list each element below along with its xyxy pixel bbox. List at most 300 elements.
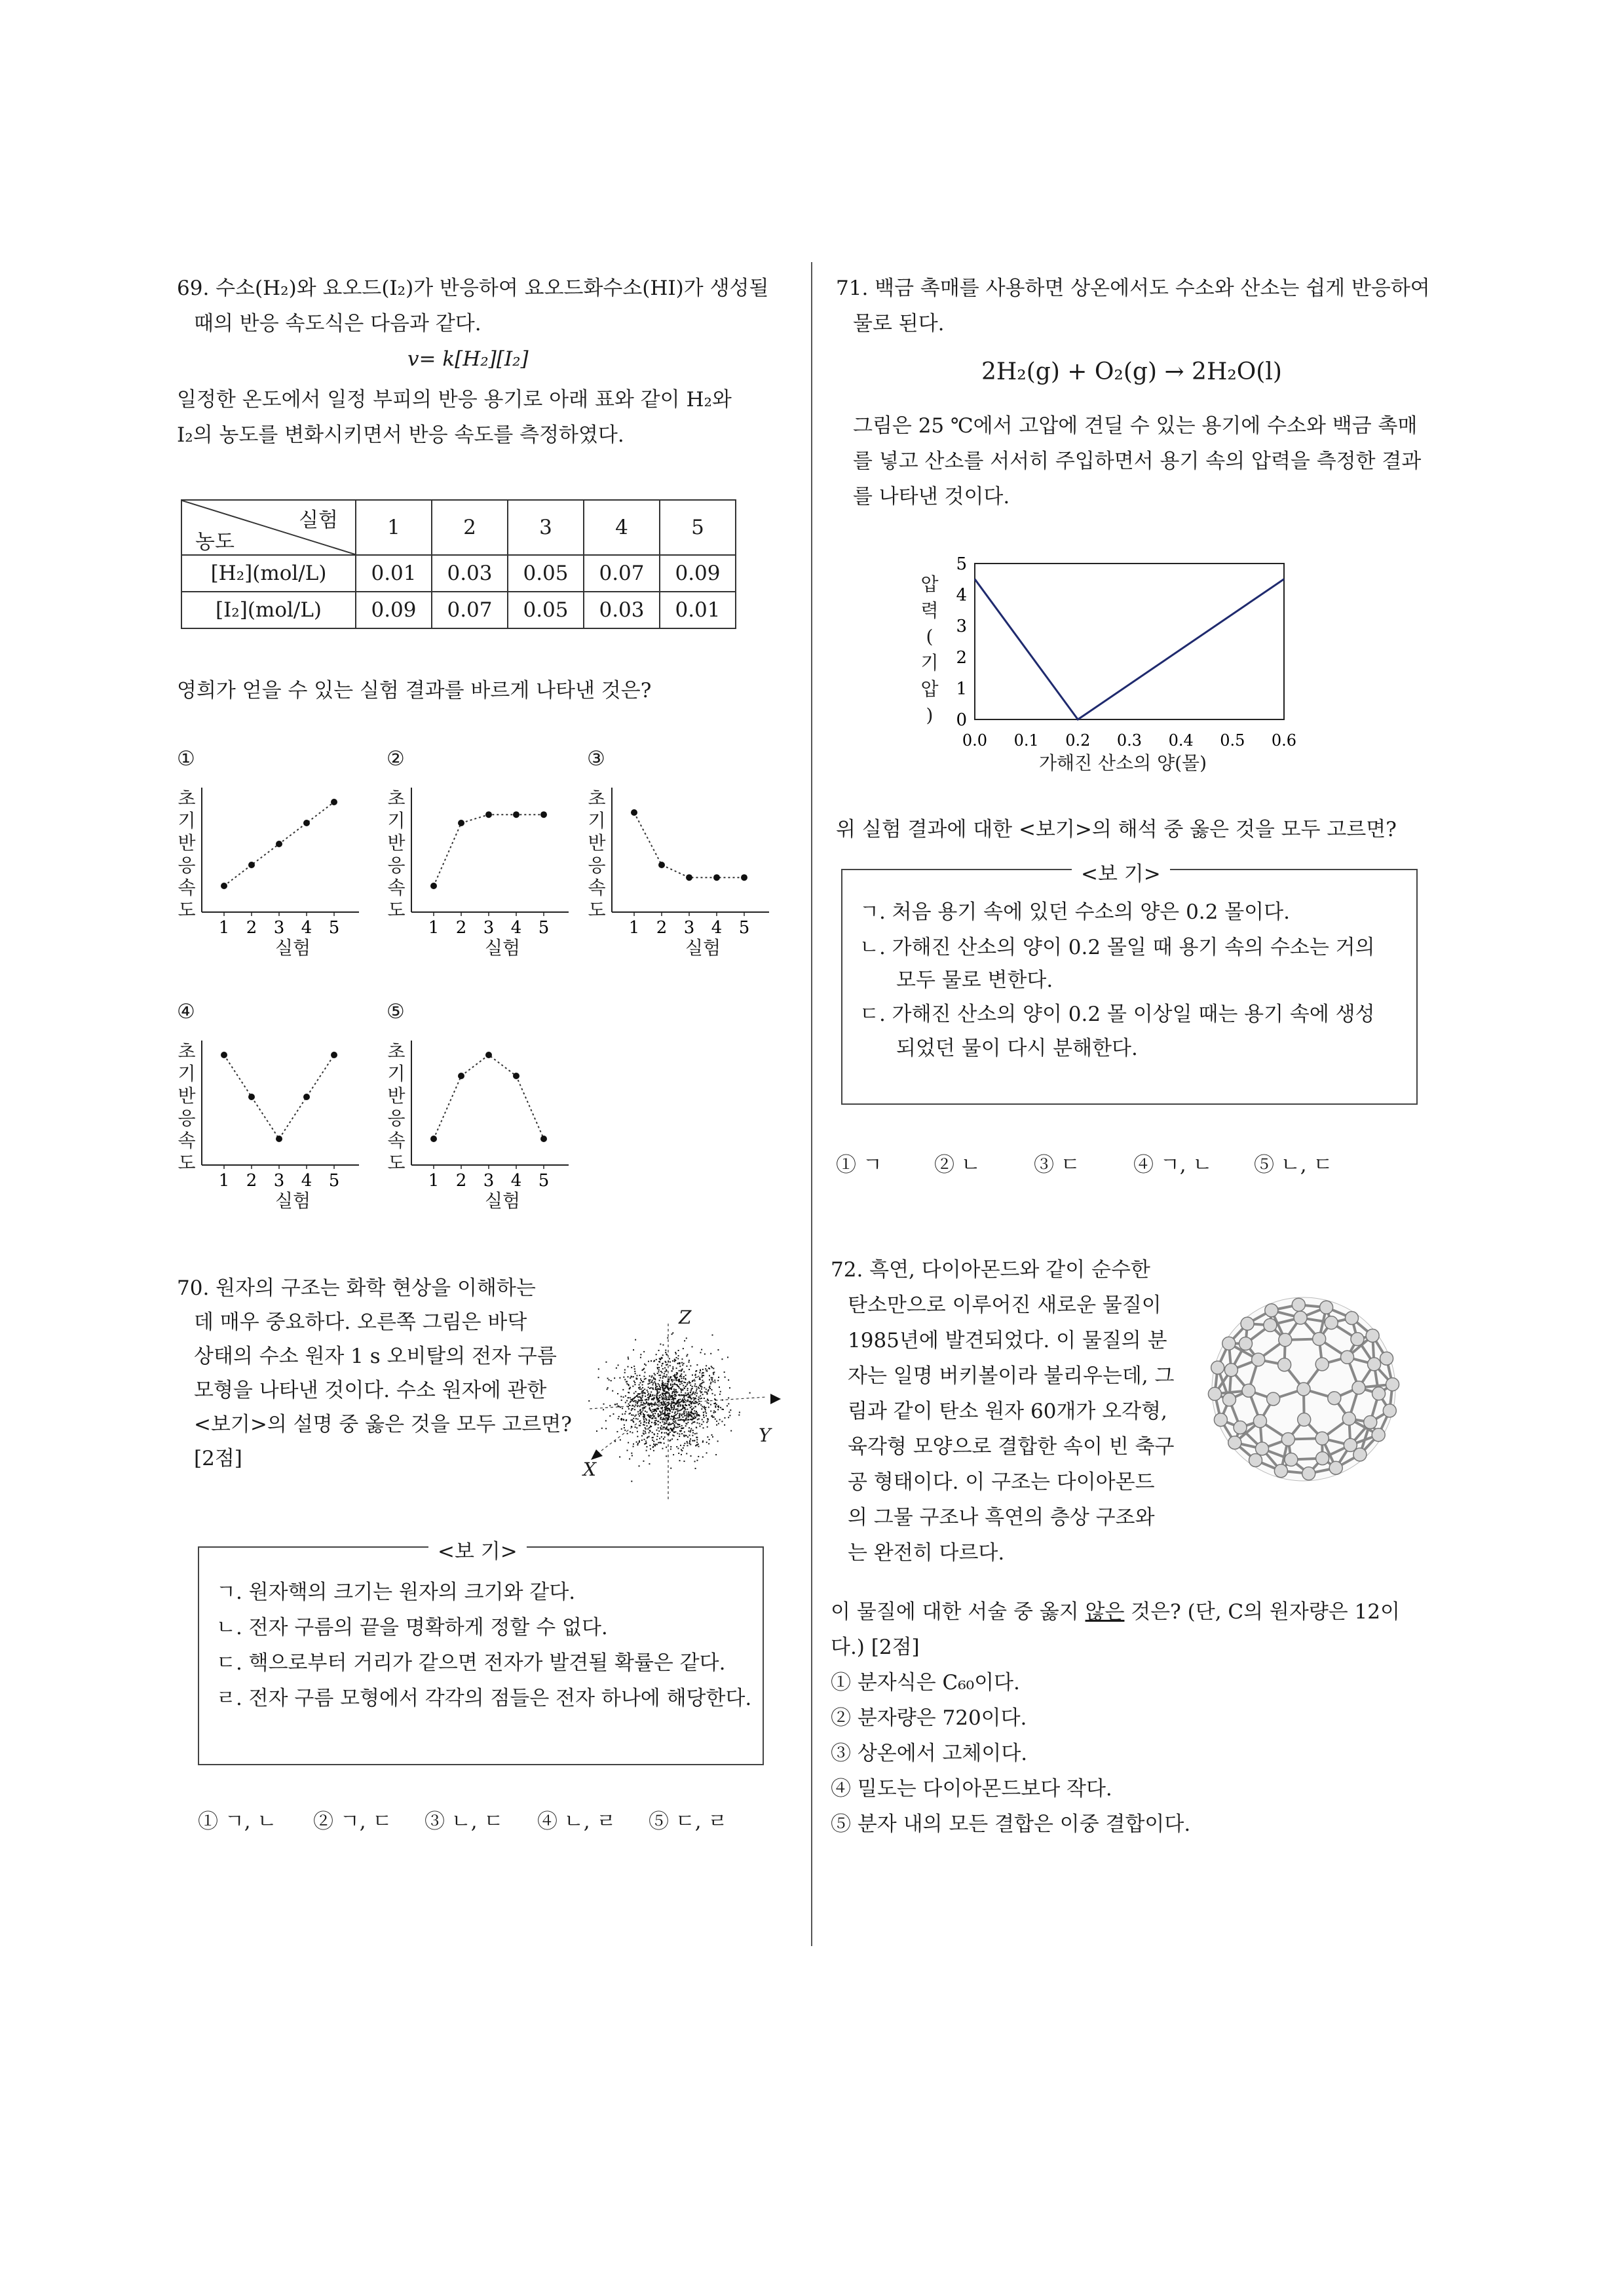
electron-dot bbox=[675, 1404, 676, 1405]
electron-dot bbox=[681, 1425, 683, 1426]
electron-dot bbox=[711, 1377, 713, 1379]
electron-dot bbox=[648, 1415, 649, 1417]
electron-dot bbox=[662, 1392, 663, 1394]
electron-dot bbox=[680, 1445, 681, 1446]
graph-ylabel-char: 초 bbox=[588, 788, 606, 809]
q71-bogi-line-2: ㄴ. 가해진 산소의 양이 0.2 몰일 때 용기 속의 수소는 거의 bbox=[859, 936, 1375, 959]
electron-dot bbox=[717, 1380, 719, 1381]
x-tick-label: 0.3 bbox=[1116, 731, 1142, 750]
electron-dot bbox=[696, 1392, 698, 1394]
electron-dot bbox=[696, 1437, 698, 1438]
q70-answer-2: ② ㄱ, ㄷ bbox=[313, 1810, 392, 1833]
electron-dot bbox=[629, 1459, 630, 1460]
q71-answer-2: ② ㄴ bbox=[934, 1153, 981, 1177]
electron-dot bbox=[661, 1436, 662, 1438]
electron-dot bbox=[696, 1390, 697, 1392]
electron-dot bbox=[658, 1361, 660, 1362]
electron-dot bbox=[628, 1404, 630, 1405]
electron-dot bbox=[645, 1378, 647, 1379]
electron-dot bbox=[633, 1418, 634, 1419]
graph-tick-label: 5 bbox=[328, 1171, 340, 1191]
electron-dot bbox=[675, 1377, 676, 1379]
electron-dot bbox=[634, 1406, 635, 1407]
q72-line-2: 탄소만으로 이루어진 새로운 물질이 bbox=[848, 1293, 1161, 1317]
electron-dot bbox=[687, 1388, 689, 1389]
electron-dot bbox=[637, 1411, 639, 1413]
graph-point bbox=[331, 799, 337, 805]
electron-dot bbox=[687, 1399, 689, 1400]
carbon-atom bbox=[1242, 1384, 1255, 1397]
electron-dot bbox=[613, 1413, 614, 1415]
electron-dot bbox=[634, 1415, 635, 1417]
electron-dot bbox=[683, 1389, 684, 1390]
electron-dot bbox=[649, 1407, 651, 1409]
electron-dot bbox=[706, 1402, 708, 1404]
electron-dot bbox=[654, 1373, 655, 1374]
electron-dot bbox=[643, 1351, 645, 1352]
electron-dot bbox=[635, 1415, 637, 1416]
electron-dot bbox=[689, 1360, 690, 1361]
electron-dot bbox=[664, 1415, 666, 1417]
electron-dot bbox=[630, 1399, 632, 1400]
graph-ylabel-char: 응 bbox=[178, 1107, 196, 1129]
electron-dot bbox=[685, 1392, 686, 1394]
electron-dot bbox=[640, 1354, 641, 1355]
carbon-atom bbox=[1274, 1464, 1287, 1478]
electron-dot bbox=[664, 1422, 666, 1423]
electron-dot bbox=[632, 1398, 633, 1400]
electron-dot bbox=[676, 1414, 677, 1415]
electron-dot bbox=[687, 1442, 688, 1444]
electron-dot bbox=[628, 1366, 629, 1368]
electron-dot bbox=[623, 1396, 624, 1398]
graph-point bbox=[741, 874, 747, 881]
electron-dot bbox=[668, 1399, 669, 1400]
carbon-atom bbox=[1294, 1311, 1307, 1324]
electron-dot bbox=[689, 1401, 690, 1402]
electron-dot bbox=[633, 1366, 635, 1367]
q71-answer-4: ④ ㄱ, ㄴ bbox=[1133, 1153, 1213, 1177]
electron-dot bbox=[671, 1403, 672, 1404]
electron-dot bbox=[679, 1430, 681, 1432]
electron-dot bbox=[662, 1376, 664, 1377]
electron-dot bbox=[624, 1425, 625, 1426]
electron-dot bbox=[692, 1346, 693, 1347]
electron-dot bbox=[624, 1379, 626, 1380]
electron-dot bbox=[643, 1369, 644, 1370]
electron-dot bbox=[645, 1411, 646, 1412]
electron-dot bbox=[675, 1395, 677, 1396]
electron-dot bbox=[665, 1350, 666, 1351]
electron-dot bbox=[650, 1448, 651, 1449]
electron-dot bbox=[660, 1375, 661, 1376]
electron-dot bbox=[662, 1387, 663, 1388]
electron-dot bbox=[695, 1406, 696, 1407]
electron-dot bbox=[666, 1364, 667, 1366]
electron-dot bbox=[699, 1385, 700, 1386]
axis-z-label: Z bbox=[679, 1307, 692, 1328]
electron-dot bbox=[658, 1427, 659, 1428]
electron-dot bbox=[649, 1423, 650, 1424]
electron-dot bbox=[660, 1343, 661, 1345]
carbon-atom bbox=[1234, 1421, 1247, 1434]
electron-dot bbox=[692, 1435, 693, 1436]
electron-dot bbox=[651, 1422, 652, 1423]
electron-dot bbox=[655, 1385, 656, 1386]
electron-dot bbox=[658, 1430, 660, 1432]
electron-dot bbox=[655, 1444, 656, 1445]
electron-dot bbox=[709, 1368, 710, 1369]
carbon-atom bbox=[1224, 1364, 1237, 1377]
electron-dot bbox=[703, 1421, 704, 1423]
electron-dot bbox=[690, 1366, 691, 1367]
electron-dot bbox=[681, 1378, 682, 1379]
graph-ylabel-char: 반 bbox=[588, 832, 606, 854]
electron-dot bbox=[643, 1392, 645, 1393]
electron-dot bbox=[681, 1392, 682, 1393]
electron-dot bbox=[662, 1408, 663, 1409]
graph-ylabel bbox=[387, 788, 406, 921]
electron-dot bbox=[671, 1393, 673, 1394]
electron-dot bbox=[721, 1421, 723, 1422]
electron-dot bbox=[634, 1384, 635, 1385]
electron-dot bbox=[588, 1400, 590, 1402]
q72-line-8: 의 그물 구조나 흑연의 층상 구조와 bbox=[848, 1506, 1155, 1529]
electron-dot bbox=[682, 1394, 683, 1396]
electron-dot bbox=[684, 1388, 685, 1389]
electron-dot bbox=[654, 1434, 655, 1435]
carbon-atom bbox=[1239, 1337, 1253, 1350]
electron-dot bbox=[709, 1375, 710, 1377]
electron-dot bbox=[645, 1441, 647, 1442]
electron-dot bbox=[629, 1388, 630, 1389]
electron-dot bbox=[645, 1403, 646, 1404]
electron-dot bbox=[688, 1430, 689, 1432]
electron-dot bbox=[673, 1421, 674, 1422]
electron-dot bbox=[692, 1388, 693, 1389]
electron-dot bbox=[683, 1381, 685, 1383]
electron-dot bbox=[681, 1375, 682, 1377]
electron-dot bbox=[701, 1387, 702, 1388]
electron-dot bbox=[631, 1367, 632, 1368]
electron-dot bbox=[639, 1396, 641, 1398]
electron-dot bbox=[649, 1383, 651, 1384]
electron-dot bbox=[675, 1389, 676, 1390]
electron-dot bbox=[666, 1407, 667, 1409]
y-tick-label: 0 bbox=[956, 710, 967, 730]
electron-dot bbox=[668, 1408, 670, 1409]
electron-dot bbox=[645, 1399, 647, 1400]
electron-dot bbox=[664, 1432, 665, 1434]
electron-dot bbox=[697, 1419, 698, 1420]
electron-dot bbox=[687, 1390, 688, 1391]
electron-dot bbox=[659, 1386, 660, 1387]
electron-dot bbox=[686, 1411, 687, 1413]
electron-dot bbox=[683, 1378, 684, 1379]
table-cell: 0.01 bbox=[356, 555, 432, 592]
electron-dot bbox=[658, 1413, 659, 1415]
electron-dot bbox=[720, 1407, 721, 1408]
electron-dot bbox=[635, 1373, 636, 1374]
electron-dot bbox=[687, 1441, 688, 1442]
ylabel-char: 기 bbox=[920, 652, 939, 674]
electron-dot bbox=[700, 1390, 701, 1392]
option-graph bbox=[407, 784, 571, 941]
graph-ylabel-char: 기 bbox=[588, 810, 606, 832]
carbon-atom bbox=[1278, 1358, 1291, 1371]
electron-dot bbox=[662, 1377, 664, 1379]
electron-dot bbox=[679, 1384, 681, 1385]
electron-dot bbox=[685, 1425, 687, 1426]
electron-dot bbox=[648, 1393, 649, 1394]
ylabel-char: ) bbox=[926, 704, 934, 726]
electron-dot bbox=[654, 1409, 655, 1410]
electron-dot bbox=[671, 1407, 673, 1408]
electron-dot bbox=[620, 1439, 621, 1440]
graph-point bbox=[248, 1094, 255, 1100]
electron-dot bbox=[706, 1365, 707, 1366]
y-tick-label: 3 bbox=[956, 617, 967, 637]
electron-dot bbox=[609, 1415, 611, 1417]
electron-dot bbox=[694, 1398, 696, 1399]
q71-answer-3: ③ ㄷ bbox=[1034, 1153, 1080, 1177]
graph-tick-label: 3 bbox=[273, 918, 285, 938]
electron-dot bbox=[692, 1409, 693, 1410]
electron-dot bbox=[729, 1415, 730, 1416]
electron-dot bbox=[626, 1400, 628, 1402]
electron-dot bbox=[624, 1413, 626, 1415]
electron-dot bbox=[618, 1418, 619, 1419]
electron-dot bbox=[648, 1379, 649, 1381]
carbon-atom bbox=[1328, 1392, 1341, 1405]
graph-tick-label: 3 bbox=[683, 918, 695, 938]
electron-dot bbox=[661, 1425, 662, 1426]
electron-dot bbox=[632, 1415, 633, 1416]
graph-ylabel-char: 도 bbox=[588, 899, 606, 921]
graph-ylabel-char: 응 bbox=[387, 854, 406, 876]
electron-dot bbox=[614, 1441, 616, 1442]
electron-dot bbox=[679, 1409, 680, 1411]
electron-dot bbox=[677, 1386, 679, 1387]
electron-dot bbox=[683, 1421, 685, 1422]
electron-dot bbox=[646, 1442, 647, 1444]
electron-dot bbox=[628, 1406, 629, 1407]
electron-dot bbox=[650, 1396, 651, 1397]
electron-dot bbox=[675, 1380, 677, 1381]
electron-dot bbox=[690, 1407, 691, 1408]
electron-dot bbox=[680, 1404, 681, 1406]
electron-dot bbox=[706, 1388, 707, 1390]
electron-dot bbox=[607, 1388, 608, 1390]
electron-dot bbox=[635, 1339, 636, 1341]
electron-dot bbox=[644, 1421, 645, 1423]
electron-dot bbox=[676, 1446, 677, 1447]
electron-dot bbox=[673, 1454, 674, 1455]
electron-dot bbox=[654, 1417, 656, 1419]
electron-dot bbox=[674, 1426, 675, 1428]
electron-dot bbox=[677, 1439, 678, 1440]
electron-dot bbox=[724, 1371, 725, 1373]
electron-dot bbox=[683, 1363, 685, 1364]
electron-dot bbox=[637, 1402, 638, 1403]
electron-dot bbox=[668, 1415, 670, 1416]
electron-dot bbox=[641, 1402, 642, 1404]
electron-dot bbox=[709, 1386, 710, 1387]
electron-dot bbox=[660, 1442, 662, 1444]
electron-dot bbox=[706, 1413, 707, 1414]
option-graph bbox=[407, 1037, 571, 1194]
electron-dot bbox=[668, 1417, 669, 1418]
graph-point bbox=[276, 841, 282, 847]
header-cell: 2 bbox=[432, 500, 508, 555]
electron-dot bbox=[679, 1434, 680, 1435]
electron-dot bbox=[639, 1440, 640, 1442]
electron-dot bbox=[689, 1369, 690, 1370]
electron-dot bbox=[713, 1410, 715, 1411]
electron-dot bbox=[663, 1438, 664, 1440]
electron-dot bbox=[680, 1419, 681, 1421]
electron-dot bbox=[649, 1445, 651, 1446]
graph-point bbox=[458, 1073, 464, 1079]
electron-dot bbox=[689, 1434, 690, 1436]
electron-dot bbox=[702, 1442, 704, 1443]
option-graph bbox=[198, 1037, 362, 1194]
electron-dot bbox=[710, 1383, 711, 1385]
electron-dot bbox=[653, 1444, 654, 1445]
electron-dot bbox=[668, 1402, 670, 1403]
electron-dot bbox=[633, 1401, 634, 1402]
electron-dot bbox=[662, 1413, 664, 1414]
electron-dot bbox=[728, 1411, 730, 1413]
electron-dot bbox=[686, 1355, 687, 1356]
electron-dot bbox=[662, 1398, 663, 1399]
electron-dot bbox=[687, 1383, 688, 1384]
electron-dot bbox=[605, 1428, 607, 1429]
q72-option-5: ⑤ 분자 내의 모든 결합은 이중 결합이다. bbox=[831, 1812, 1191, 1836]
graph-dotted-line bbox=[634, 813, 744, 877]
electron-dot bbox=[730, 1409, 731, 1411]
electron-dot bbox=[696, 1442, 698, 1443]
electron-dot bbox=[679, 1395, 681, 1396]
electron-dot bbox=[683, 1407, 684, 1408]
electron-dot bbox=[631, 1453, 632, 1454]
carbon-atom bbox=[1241, 1317, 1254, 1330]
electron-dot bbox=[672, 1419, 673, 1421]
q72-option-4: ④ 밀도는 다이아몬드보다 작다. bbox=[831, 1777, 1112, 1801]
option-number: ① bbox=[177, 747, 195, 771]
electron-dot bbox=[681, 1413, 683, 1415]
electron-dot bbox=[673, 1406, 675, 1407]
electron-dot bbox=[637, 1431, 638, 1432]
electron-dot bbox=[715, 1406, 716, 1407]
electron-dot bbox=[645, 1431, 646, 1432]
electron-dot bbox=[679, 1426, 681, 1427]
electron-dot bbox=[728, 1417, 729, 1418]
electron-dot bbox=[696, 1364, 698, 1366]
carbon-atom bbox=[1353, 1448, 1367, 1461]
electron-dot bbox=[687, 1436, 689, 1438]
ylabel-char: 압 bbox=[920, 573, 939, 595]
electron-dot bbox=[675, 1357, 677, 1358]
electron-dot bbox=[641, 1398, 642, 1400]
electron-dot bbox=[687, 1354, 688, 1355]
electron-dot bbox=[701, 1383, 702, 1385]
graph-xlabel: 실험 bbox=[275, 1190, 311, 1212]
electron-dot bbox=[694, 1410, 695, 1411]
electron-dot bbox=[642, 1384, 643, 1385]
electron-dot bbox=[663, 1405, 664, 1406]
q70-line-6: [2점] bbox=[194, 1447, 242, 1470]
electron-dot bbox=[704, 1387, 705, 1388]
electron-dot bbox=[705, 1368, 706, 1369]
electron-dot bbox=[656, 1420, 657, 1421]
graph-tick-label: 3 bbox=[273, 1171, 285, 1191]
electron-dot bbox=[684, 1398, 685, 1400]
electron-dot bbox=[667, 1413, 668, 1414]
electron-dot bbox=[664, 1426, 665, 1428]
electron-dot bbox=[702, 1457, 704, 1458]
electron-dot bbox=[667, 1392, 668, 1393]
electron-dot bbox=[664, 1423, 666, 1425]
electron-dot bbox=[671, 1430, 672, 1431]
electron-dot bbox=[655, 1383, 656, 1385]
electron-dot bbox=[676, 1368, 677, 1369]
electron-dot bbox=[675, 1421, 676, 1422]
electron-dot bbox=[634, 1371, 635, 1372]
graph-tick-label: 1 bbox=[218, 918, 230, 938]
graph-xlabel: 실험 bbox=[685, 937, 721, 959]
electron-dot bbox=[639, 1375, 641, 1376]
electron-dot bbox=[695, 1377, 696, 1378]
electron-dot bbox=[631, 1409, 632, 1411]
electron-dot bbox=[672, 1428, 673, 1430]
electron-dot bbox=[639, 1465, 640, 1466]
graph-ylabel-char: 반 bbox=[178, 832, 196, 854]
electron-dot bbox=[651, 1377, 652, 1378]
graph-point bbox=[485, 1052, 492, 1058]
electron-dot bbox=[728, 1403, 729, 1404]
electron-dot bbox=[673, 1424, 675, 1425]
electron-dot bbox=[674, 1374, 675, 1375]
electron-dot bbox=[652, 1399, 654, 1400]
electron-dot bbox=[666, 1383, 668, 1385]
electron-dot bbox=[708, 1419, 709, 1420]
electron-dot bbox=[618, 1406, 620, 1407]
electron-dot bbox=[656, 1359, 657, 1360]
electron-dot bbox=[690, 1385, 691, 1386]
electron-dot bbox=[633, 1421, 634, 1423]
electron-dot bbox=[669, 1440, 670, 1442]
carbon-atom bbox=[1252, 1353, 1265, 1366]
electron-dot bbox=[630, 1377, 631, 1379]
electron-dot bbox=[638, 1387, 639, 1388]
electron-dot bbox=[661, 1365, 662, 1366]
electron-dot bbox=[628, 1384, 629, 1385]
electron-dot bbox=[674, 1390, 675, 1392]
electron-dot bbox=[701, 1408, 702, 1409]
electron-dot bbox=[717, 1409, 719, 1410]
electron-dot bbox=[712, 1393, 713, 1394]
graph-xlabel: 실험 bbox=[485, 937, 521, 959]
electron-dot bbox=[675, 1423, 677, 1424]
electron-dot bbox=[696, 1423, 698, 1424]
table-cell: 0.03 bbox=[432, 555, 508, 592]
electron-dot bbox=[696, 1395, 697, 1396]
q69-line-3: 일정한 온도에서 일정 부피의 반응 용기로 아래 표와 같이 H₂와 bbox=[177, 388, 732, 411]
q71-desc-1: 그림은 25 ℃에서 고압에 견딜 수 있는 용기에 수소와 백금 촉매 bbox=[853, 414, 1418, 438]
carbon-atom bbox=[1292, 1298, 1305, 1311]
electron-dot bbox=[689, 1415, 690, 1416]
